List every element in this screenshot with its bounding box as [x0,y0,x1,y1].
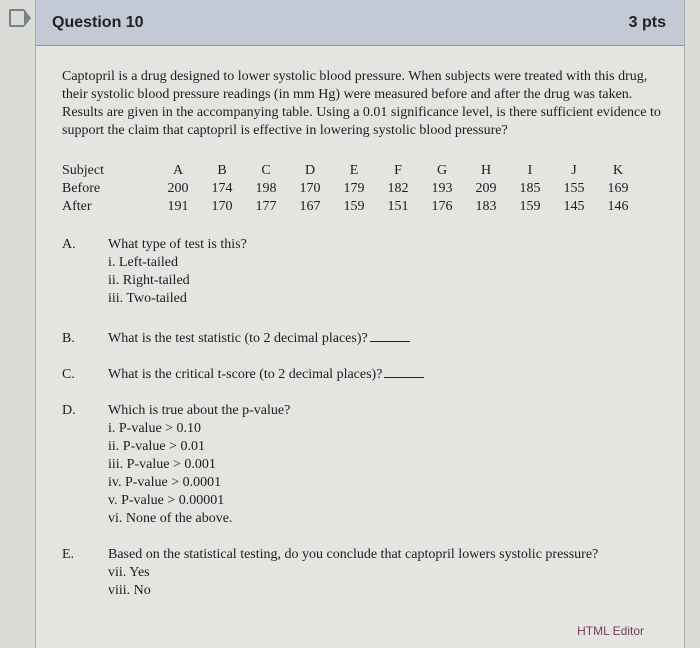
table-cell: C [261,163,271,178]
part-option: iv. P-value > 0.0001 [108,475,222,490]
table-cell: 159 [343,199,365,214]
part-option: viii. No [108,583,151,598]
row-label: Before [62,181,101,196]
table-cell: 170 [211,199,233,214]
question-part [62,236,664,308]
table-cell: 193 [431,181,453,196]
table-cell: 174 [211,181,233,196]
table-cell: 185 [519,181,541,196]
part-prompt-text: What is the critical t-score (to 2 decimal places)? [108,367,383,382]
table-cell: A [172,163,184,178]
part-option: vii. Yes [108,565,150,580]
question-points: 3 pts [628,13,666,31]
answer-blank[interactable] [370,341,410,342]
table-cell: H [480,163,492,178]
part-prompt [108,546,664,564]
table-cell: J [571,163,577,178]
part-prompt [108,366,664,384]
table-cell: D [304,163,316,178]
question-card [35,0,685,648]
question-body [62,68,664,600]
part-prompt-text: What is the test statistic (to 2 decimal places)? [108,331,368,346]
table-cell: 198 [255,181,277,196]
table-cell: 159 [519,199,541,214]
row-label: After [62,199,92,214]
table-cell: E [349,163,359,178]
question-header [36,0,684,46]
part-prompt [108,236,664,254]
answer-blank[interactable] [384,377,424,378]
question-part [62,330,664,348]
html-editor-link[interactable]: HTML Editor [577,624,644,638]
table-cell: 170 [299,181,321,196]
part-letter: C. [62,367,75,382]
question-title: Question 10 [52,13,144,31]
question-part [62,366,664,384]
part-prompt [108,330,664,348]
table-cell: F [394,163,402,178]
part-option: ii. Right-tailed [108,273,190,288]
row-label: Subject [62,163,104,178]
part-option: vi. None of the above. [108,511,233,526]
table-row [62,180,640,198]
table-cell: I [527,163,533,178]
table-cell: 155 [563,181,585,196]
part-option: iii. P-value > 0.001 [108,457,216,472]
part-prompt-text: Which is true about the p-value? [108,403,291,418]
table-cell: 176 [431,199,453,214]
part-option: i. P-value > 0.10 [108,421,202,436]
table-cell: 146 [607,199,629,214]
part-option: iii. Two-tailed [108,291,187,306]
question-stem: Captopril is a drug designed to lower systolic blood pressure. When subjects were treated with this drug, their systolic blood pressure readings (in mm Hg) were measured before and after the drug was taken. Results are given in the accompanying table. Using a 0.01 significance level, is there sufficient evidence to support the claim that captopril is effective in lowering systolic blood pressure? [62,69,661,138]
part-prompt [108,402,664,420]
table-cell: 169 [607,181,629,196]
part-prompt-text: What type of test is this? [108,237,247,252]
table-cell: K [612,163,624,178]
part-letter: A. [62,237,76,252]
table-cell: G [436,163,448,178]
question-part [62,546,664,600]
table-cell: 167 [299,199,321,214]
part-option: v. P-value > 0.00001 [108,493,225,508]
table-cell: 182 [387,181,409,196]
part-option: i. Left-tailed [108,255,178,270]
table-cell: 183 [475,199,497,214]
part-letter: E. [62,547,75,562]
part-option: ii. P-value > 0.01 [108,439,205,454]
question-parts [62,236,664,600]
part-letter: B. [62,331,75,346]
question-part [62,402,664,528]
table-cell: 191 [167,199,189,214]
part-letter: D. [62,403,76,418]
part-prompt-text: Based on the statistical testing, do you conclude that captopril lowers systolic pressure? [108,547,599,562]
table-cell: 151 [387,199,409,214]
data-table [62,162,640,216]
table-cell: 179 [343,181,365,196]
table-cell: 200 [167,181,189,196]
flag-question-icon[interactable] [9,9,24,27]
table-row [62,162,640,180]
table-cell: 209 [475,181,497,196]
table-cell: 177 [255,199,277,214]
table-cell: B [217,163,227,178]
table-row [62,198,640,216]
table-cell: 145 [563,199,585,214]
